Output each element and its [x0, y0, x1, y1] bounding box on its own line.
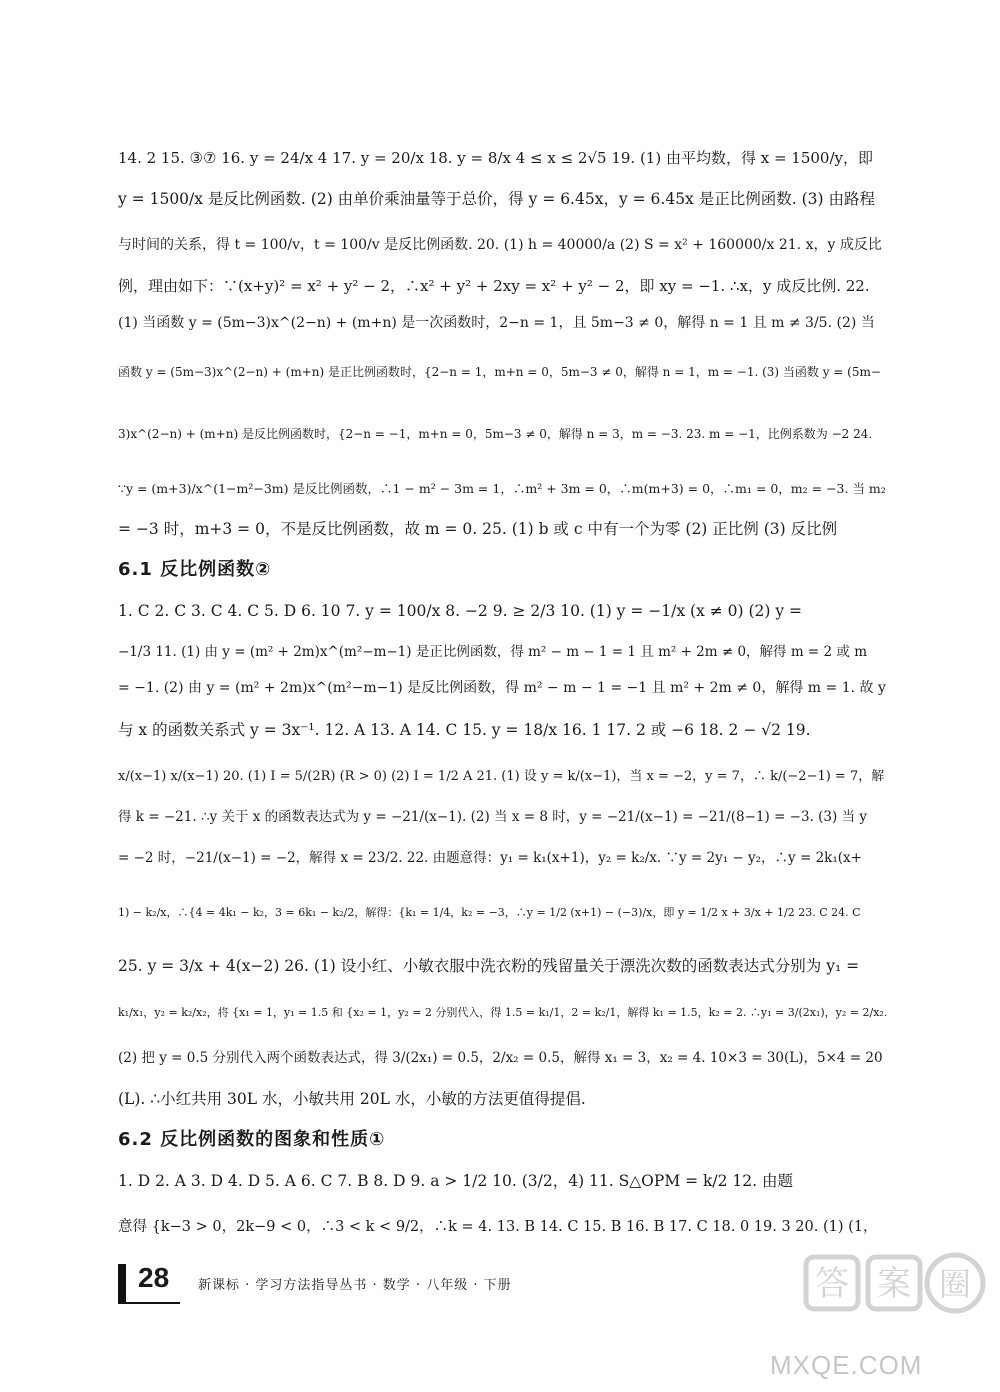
answer-line: −1/3 11. (1) 由 y = (m² + 2m)x^(m²−m−1) 是正比例函数，得 m² − m − 1 = 1 且 m² + 2m ≠ 0，解得 m = 2 或 m — [118, 643, 868, 660]
answer-line: ∵y = (m+3)/x^(1−m²−3m) 是反比例函数，∴1 − m² − 3m = 1，∴m² + 3m = 0，∴m(m+3) = 0，∴m₁ = 0，m₂ = −3. 当 m₂ — [118, 481, 886, 496]
answer-line: 与时间的关系，得 t = 100/v，t = 100/v 是反比例函数. 20. (1) h = 40000/a (2) S = x² + 160000/x 21. x，y 成反比 — [118, 237, 882, 253]
answer-line: 25. y = 3/x + 4(x−2) 26. (1) 设小红、小敏衣服中洗衣粉的残留量关于漂洗次数的函数表达式分别为 y₁ = — [118, 957, 860, 975]
footer-rule — [118, 1302, 180, 1304]
answer-line: 1. D 2. A 3. D 4. D 5. A 6. C 7. B 8. D 9. a > 1/2 10. (3/2，4) 11. S△OPM = k/2 12. 由题 — [118, 1171, 794, 1190]
answer-line: 函数 y = (5m−3)x^(2−n) + (m+n) 是正比例函数时，{2−n = 1，m+n = 0，5m−3 ≠ 0，解得 n = 1，m = −1. (3) 当函数 y = (5m− — [118, 365, 881, 379]
answer-line: 14. 2 15. ③⑦ 16. y = 24/x 4 17. y = 20/x 18. y = 8/x 4 ≤ x ≤ 2√5 19. (1) 由平均数，得 x = 1500/y，即 — [118, 148, 873, 167]
svg-text:圈: 圈 — [938, 1265, 972, 1303]
page-footer — [118, 1258, 888, 1306]
section-heading: 6.1 反比例函数② — [118, 559, 272, 580]
answer-line: (1) 当函数 y = (5m−3)x^(2−n) + (m+n) 是一次函数时，2−n = 1，且 5m−3 ≠ 0，解得 n = 1 且 m ≠ 3/5. (2) 当 — [118, 314, 875, 331]
book-series-title: 新课标 · 学习方法指导丛书 · 数学 · 八年级 · 下册 — [198, 1278, 512, 1293]
answer-page — [118, 140, 888, 1250]
answer-line: x/(x−1) x/(x−1) 20. (1) I = 5/(2R) (R > 0) (2) I = 1/2 A 21. (1) 设 y = k/(x−1)，当 x = −2，y = 7，∴ k/(−2−1) = 7，解 — [118, 768, 885, 784]
answer-line: 例，理由如下：∵(x+y)² = x² + y² − 2，∴x² + y² + 2xy = x² + y² − 2，即 xy = −1. ∴x，y 成反比例. 22. — [118, 277, 870, 296]
answer-line: = −1. (2) 由 y = (m² + 2m)x^(m²−m−1) 是反比例函数，得 m² − m − 1 = −1 且 m² + 2m ≠ 0，解得 m = 1. 故 y — [118, 680, 886, 697]
answer-line: 1) − k₂/x，∴{4 = 4k₁ − k₂，3 = 6k₁ − k₂/2，解得：{k₁ = 1/4，k₂ = −3，∴y = 1/2 (x+1) − (−3)/x，即 y = 1/2 x + 3/x + 1/2 23. C 24. C — [118, 906, 861, 919]
answer-line: k₁/x₁，y₂ = k₂/x₂，将 {x₁ = 1，y₁ = 1.5 和 {x₂ = 1，y₂ = 2 分别代入，得 1.5 = k₁/1，2 = k₂/1，解得 k₁ = 1.5，k₂ = 2. ∴y₁ = 3/(2x₁)，y₂ = 2/x₂. — [118, 1006, 888, 1019]
answer-line: (2) 把 y = 0.5 分别代入两个函数表达式，得 3/(2x₁) = 0.5，2/x₂ = 0.5，解得 x₁ = 3，x₂ = 4. 10×3 = 30(L)，5×4 = 20 — [118, 1050, 883, 1066]
answer-line: 3)x^(2−n) + (m+n) 是反比例函数时，{2−n = −1，m+n = 0，5m−3 ≠ 0，解得 n = 3，m = −3. 23. m = −1，比例系数为 −2 24. — [118, 427, 873, 441]
answer-line: = −3 时，m+3 = 0，不是反比例函数，故 m = 0. 25. (1) b 或 c 中有一个为零 (2) 正比例 (3) 反比例 — [118, 520, 838, 539]
watermark-site: MXQE.COM — [770, 1350, 923, 1380]
answer-line: (L). ∴小红共用 30L 水，小敏共用 20L 水，小敏的方法更值得提倡. — [118, 1090, 586, 1109]
answer-line: 得 k = −21. ∴y 关于 x 的函数表达式为 y = −21/(x−1). (2) 当 x = 8 时，y = −21/(x−1) = −21/(8−1) = −3. (3) 当 y — [118, 808, 867, 825]
answer-line: 与 x 的函数关系式 y = 3x⁻¹. 12. A 13. A 14. C 15. y = 18/x 16. 1 17. 2 或 −6 18. 2 − √2 19. — [118, 720, 811, 739]
answer-line: y = 1500/x 是反比例函数. (2) 由单价乘油量等于总价，得 y = 6.45x，y = 6.45x 是正比例函数. (3) 由路程 — [118, 190, 875, 208]
svg-text:答: 答 — [815, 1264, 849, 1304]
svg-text:案: 案 — [877, 1264, 911, 1304]
footer-bar — [118, 1264, 126, 1302]
answer-line: 1. C 2. C 3. C 4. C 5. D 6. 10 7. y = 100/x 8. −2 9. ≥ 2/3 10. (1) y = −1/x (x ≠ 0) (2) y = — [118, 601, 803, 620]
page-number: 28 — [138, 1262, 170, 1293]
answer-line: 意得 {k−3 > 0，2k−9 < 0，∴3 < k < 9/2，∴k = 4. 13. B 14. C 15. B 16. B 17. C 18. 0 19. 3 20. (1) (1， — [118, 1218, 878, 1235]
section-heading: 6.2 反比例函数的图象和性质① — [118, 1129, 386, 1150]
answer-line: = −2 时，−21/(x−1) = −2，解得 x = 23/2. 22. 由题意得：y₁ = k₁(x+1)，y₂ = k₂/x. ∵y = 2y₁ − y₂，∴y = 2k₁(x+ — [118, 850, 862, 866]
